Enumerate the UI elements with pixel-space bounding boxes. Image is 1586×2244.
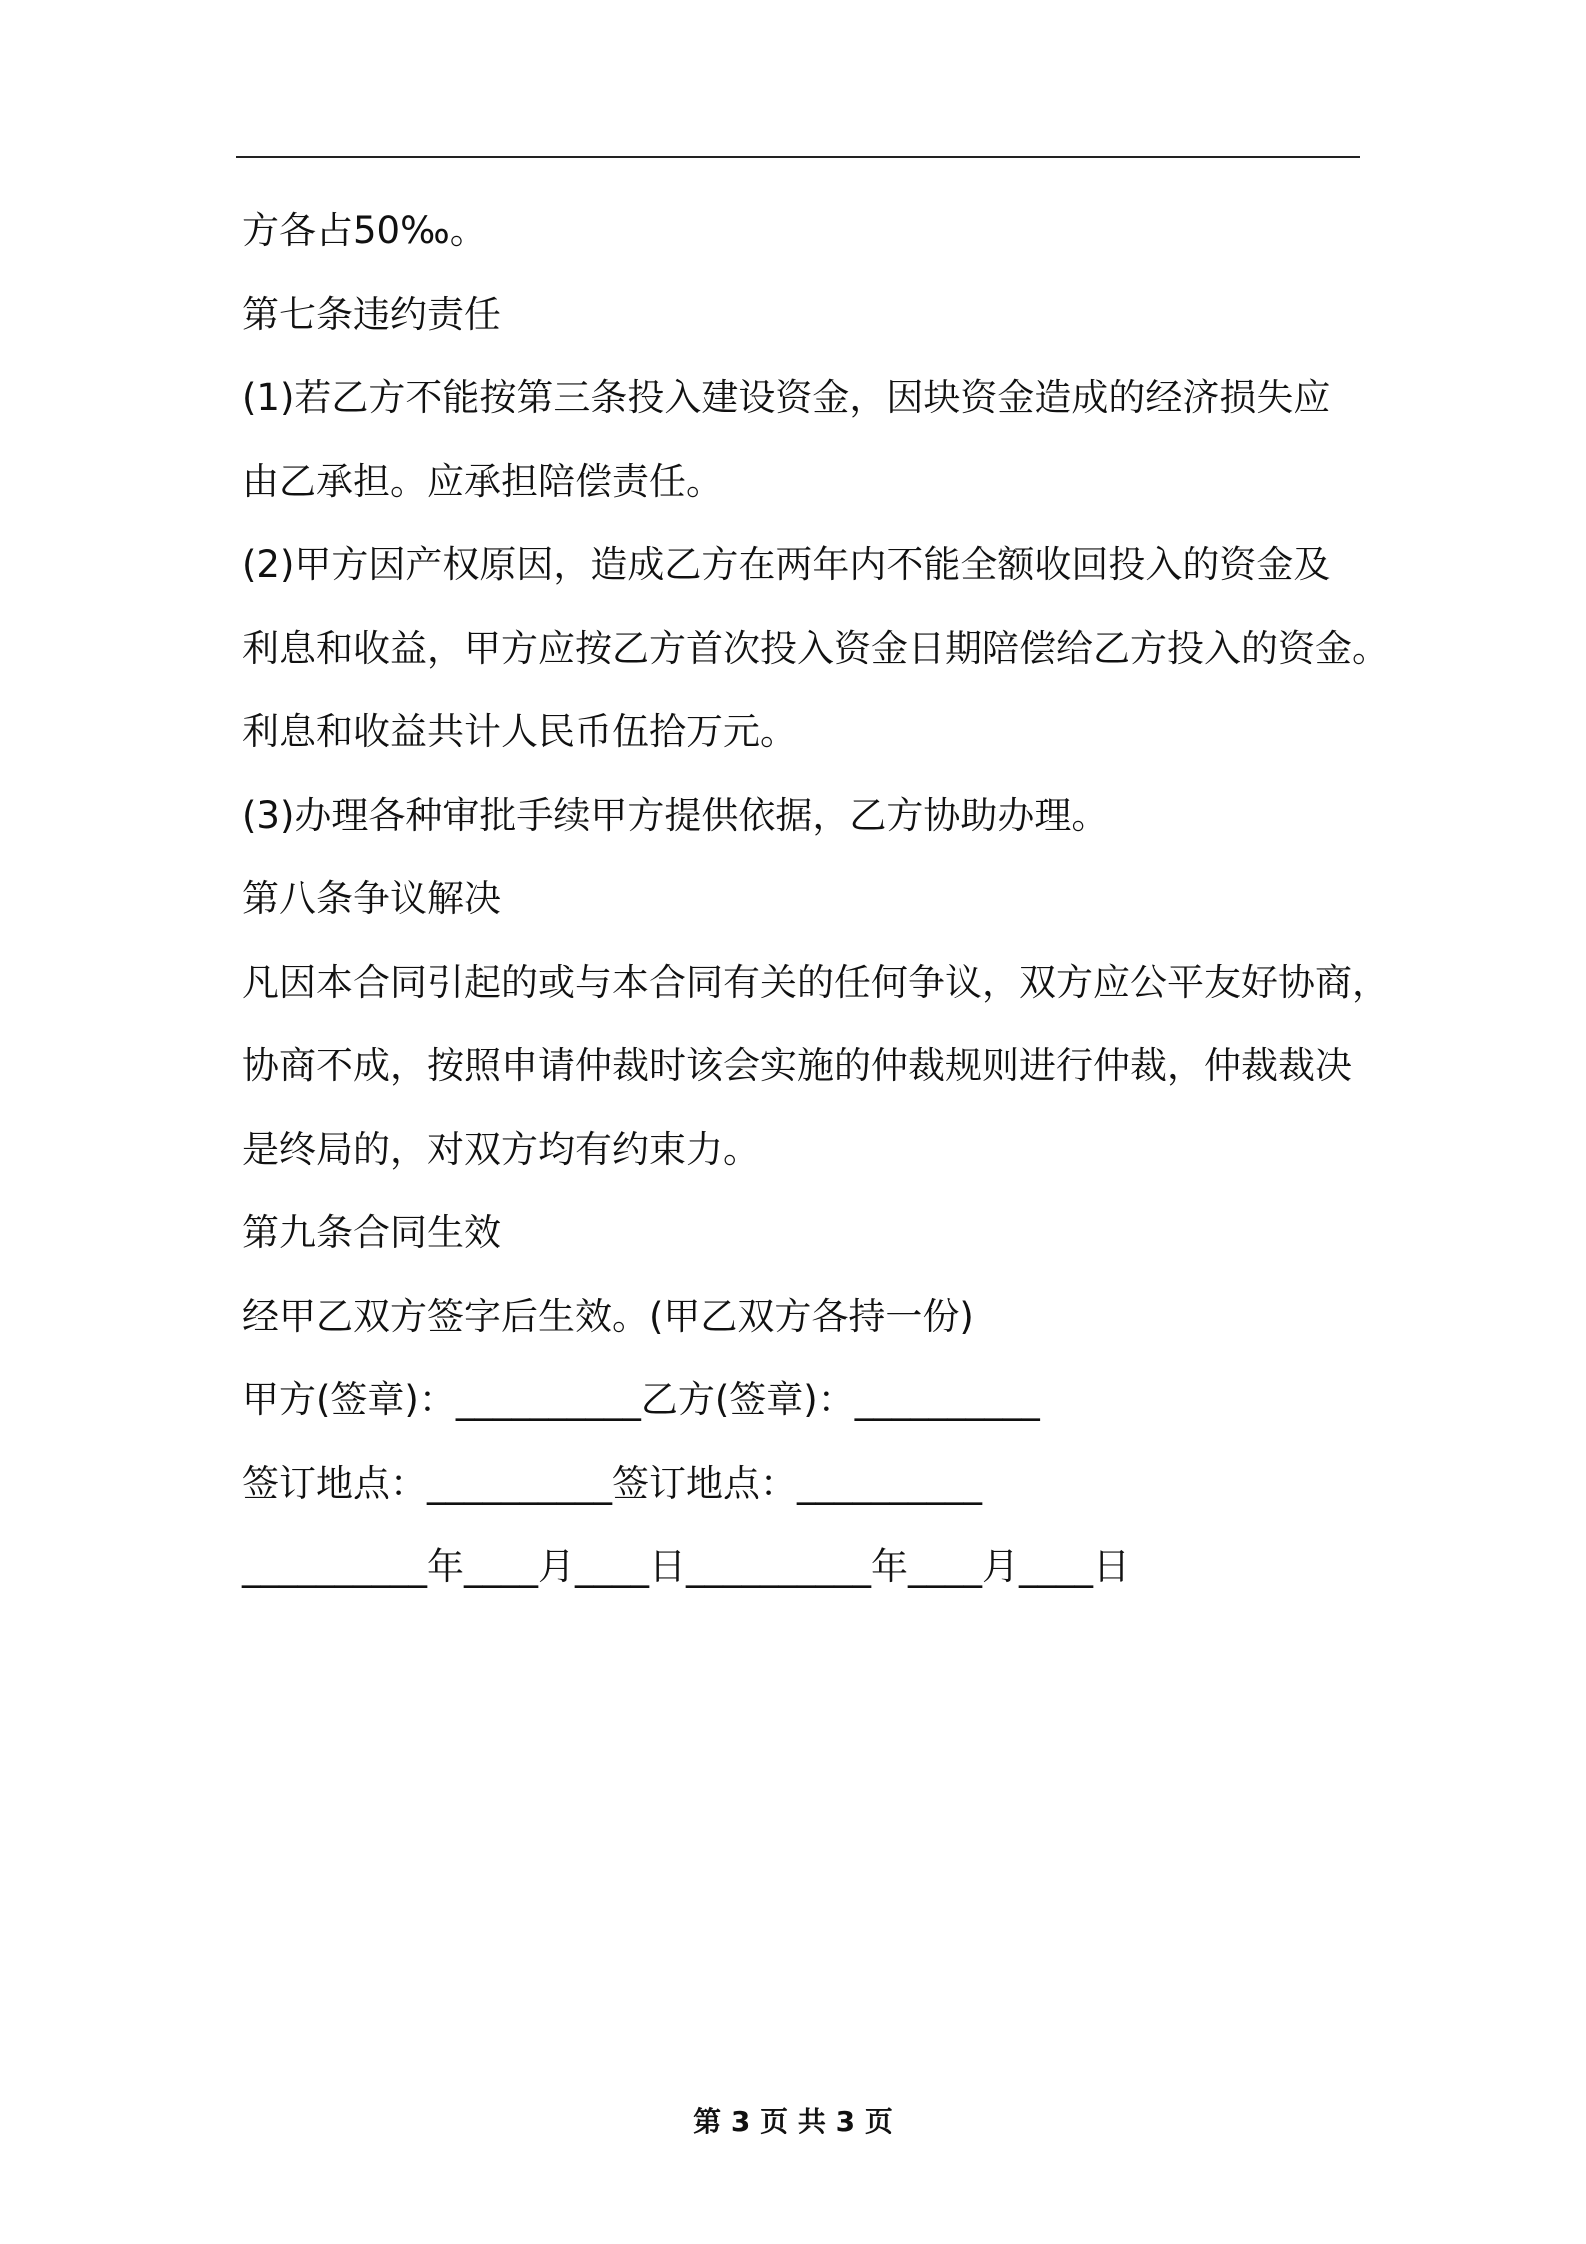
- page-number: 第 3 页 共 3 页: [693, 2105, 893, 2138]
- section-heading: 第七条违约责任: [242, 292, 501, 336]
- text-line: (3)办理各种审批手续甲方提供依据，乙方协助办理。: [242, 793, 1109, 837]
- date-line: __________年____月____日__________年____月____日: [242, 1545, 1130, 1588]
- text-line: 是终局的，对双方均有约束力。: [242, 1127, 760, 1171]
- text-line: 经甲乙双方签字后生效。(甲乙双方各持一份): [242, 1294, 974, 1338]
- section-heading: 第九条合同生效: [242, 1211, 501, 1254]
- document-body: [242, 200, 1389, 1620]
- text-line: 由乙承担。应承担陪偿责任。: [242, 459, 723, 503]
- text-line: 凡因本合同引起的或与本合同有关的任何争议，双方应公平友好协商，: [242, 960, 1389, 1004]
- text-line: 协商不成，按照申请仲裁时该会实施的仲裁规则进行仲裁，仲裁裁决: [242, 1044, 1352, 1087]
- text-line: (2)甲方因产权原因，造成乙方在两年内不能全额收回投入的资金及: [242, 543, 1331, 586]
- section-heading: 第八条争议解决: [242, 877, 501, 920]
- header-rule: [236, 156, 1360, 158]
- text-line: 利息和收益，甲方应按乙方首次投入资金日期陪偿给乙方投入的资金。: [242, 626, 1389, 670]
- text-line: 方各占50‰。: [242, 209, 487, 252]
- signing-place-line: 签订地点：__________签订地点：__________: [242, 1461, 982, 1505]
- text-line: (1)若乙方不能按第三条投入建设资金，因块资金造成的经济损失应: [242, 376, 1331, 419]
- text-line: 利息和收益共计人民币伍拾万元。: [242, 710, 797, 753]
- signature-line: 甲方(签章)：__________乙方(签章)：__________: [242, 1378, 1040, 1421]
